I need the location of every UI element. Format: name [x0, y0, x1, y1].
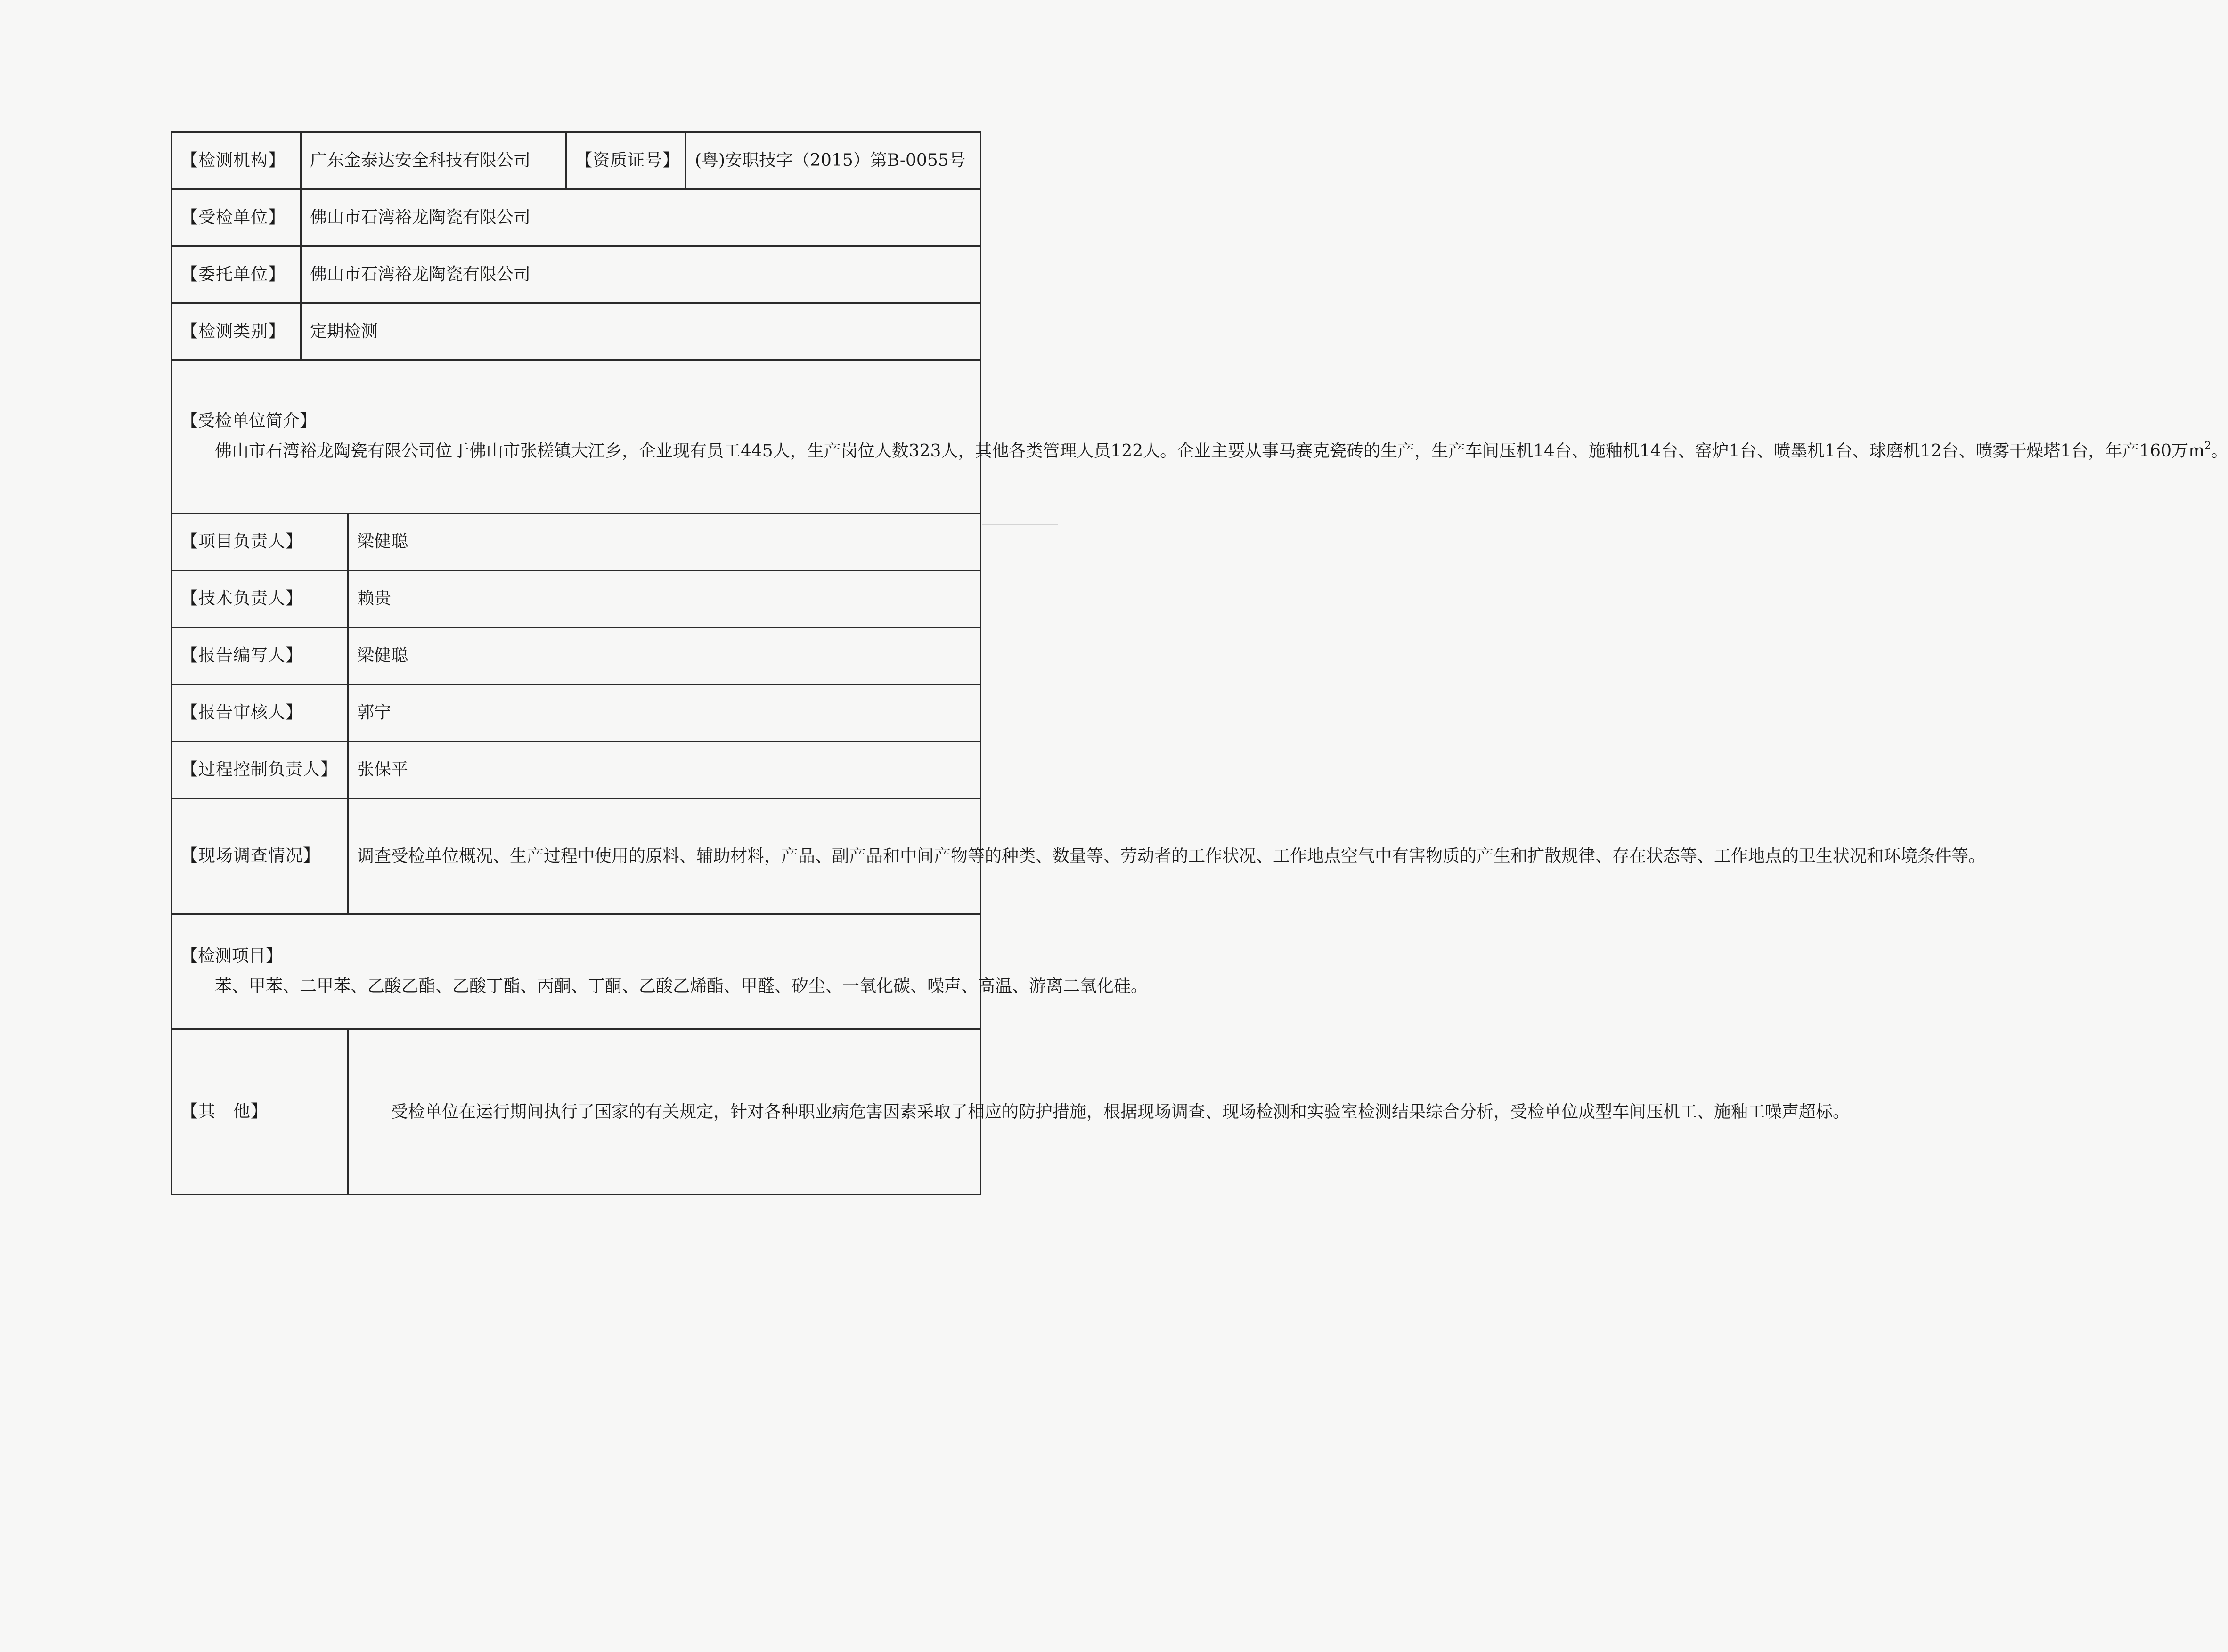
table-row — [172, 741, 981, 798]
table-row — [172, 513, 981, 570]
writer-value: 梁健聪 — [348, 627, 981, 684]
items-section — [172, 914, 1148, 1029]
project-lead-value: 梁健聪 — [348, 513, 981, 570]
institution-label: 【检测机构】 — [172, 132, 301, 189]
table-row — [172, 360, 981, 513]
table-row — [172, 627, 981, 684]
table-row — [172, 798, 981, 914]
category-value: 定期检测 — [301, 303, 981, 360]
category-label: 【检测类别】 — [172, 303, 301, 360]
process-control-label: 【过程控制负责人】 — [172, 741, 348, 798]
items-title: 【检测项目】 — [181, 946, 283, 966]
institution-value: 广东金泰达安全科技有限公司 — [301, 132, 566, 189]
other-value: 受检单位在运行期间执行了国家的有关规定，针对各种职业病危害因素采取了相应的防护措施，根据现场调查、现场检测和实验室检测结果综合分析，受检单位成型车间压机工、施釉工噪声超标。 — [348, 1029, 981, 1195]
intro-title: 【受检单位简介】 — [181, 411, 317, 431]
table-row — [172, 246, 981, 303]
table-row — [172, 914, 981, 1029]
survey-label: 【现场调查情况】 — [172, 798, 348, 914]
entrusting-unit-value: 佛山市石湾裕龙陶瓷有限公司 — [301, 246, 981, 303]
reviewer-value: 郭宁 — [348, 684, 981, 741]
table-row — [172, 132, 981, 189]
intro-section — [172, 360, 2228, 513]
entrusting-unit-label: 【委托单位】 — [172, 246, 301, 303]
other-label: 【其 他】 — [172, 1029, 348, 1195]
table-row — [172, 189, 981, 246]
table-row — [172, 303, 981, 360]
table-row — [172, 1029, 981, 1195]
items-body: 苯、甲苯、二甲苯、乙酸乙酯、乙酸丁酯、丙酮、丁酮、乙酸乙烯酯、甲醛、矽尘、一氧化碳、噪声、高温、游离二氧化硅。 — [215, 976, 1148, 996]
tech-lead-label: 【技术负责人】 — [172, 570, 348, 627]
table-row — [172, 570, 981, 627]
survey-value: 调查受检单位概况、生产过程中使用的原料、辅助材料，产品、副产品和中间产物等的种类、数量等、劳动者的工作状况、工作地点空气中有害物质的产生和扩散规律、存在状态等、工作地点的卫生状况和环境条件等。 — [348, 798, 981, 914]
project-lead-label: 【项目负责人】 — [172, 513, 348, 570]
inspected-unit-label: 【受检单位】 — [172, 189, 301, 246]
inspection-summary-table — [171, 131, 2228, 1195]
tech-lead-value: 赖贵 — [348, 570, 981, 627]
qualification-label: 【资质证号】 — [566, 132, 686, 189]
inspected-unit-value: 佛山市石湾裕龙陶瓷有限公司 — [301, 189, 981, 246]
table-row — [172, 684, 981, 741]
qualification-value: (粤)安职技字（2015）第B-0055号 — [686, 132, 981, 189]
reviewer-label: 【报告审核人】 — [172, 684, 348, 741]
writer-label: 【报告编写人】 — [172, 627, 348, 684]
intro-body: 佛山市石湾裕龙陶瓷有限公司位于佛山市张槎镇大江乡，企业现有员工445人，生产岗位人数323人，其他各类管理人员122人。企业主要从事马赛克瓷砖的生产，生产车间压机14台、施釉机14台、窑炉1台、喷墨机1台、球磨机12台、喷雾干燥塔1台，年产160万$m^2$。 — [215, 440, 2228, 461]
bleed-through-line — [982, 524, 1058, 525]
process-control-value: 张保平 — [348, 741, 981, 798]
